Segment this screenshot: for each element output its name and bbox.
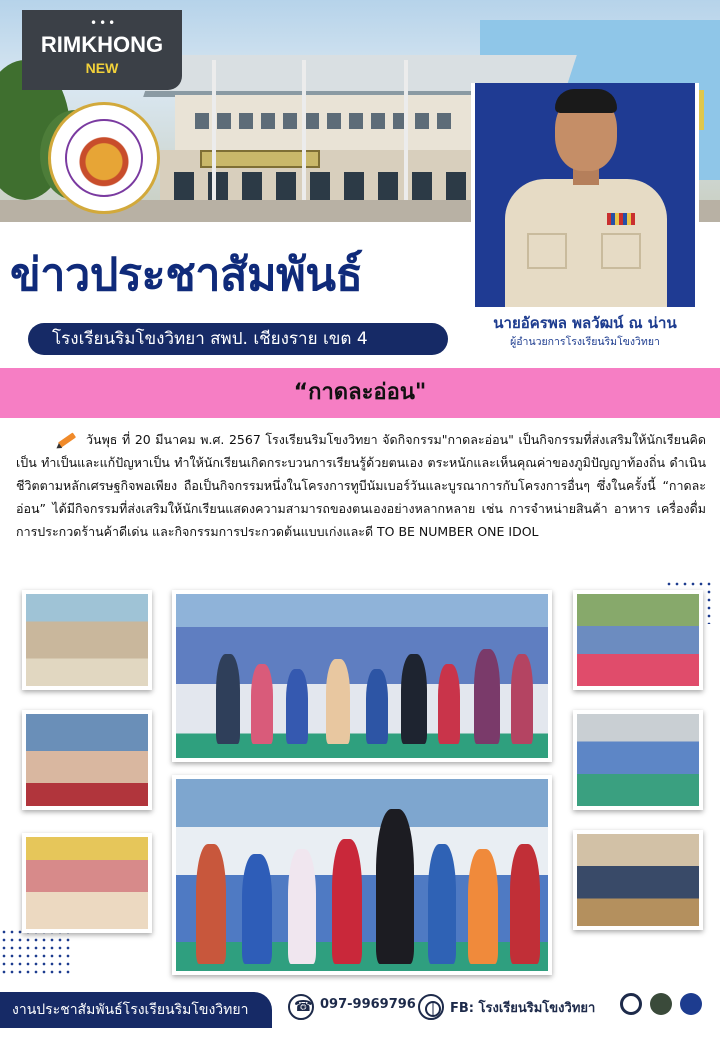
news-body	[16, 428, 706, 543]
phone-icon	[288, 994, 314, 1020]
footer	[0, 990, 720, 1040]
gallery-photo	[22, 710, 152, 810]
body-paragraph: วันพุธ ที่ 20 มีนาคม พ.ศ. 2567 โรงเรียนริมโขงวิทยา จัดกิจกรรม"กาดละอ่อน" เป็นกิจกรรมที่ส่งเสริมให้นักเรียนคิดเป็น ทำเป็นและแก้ปัญหาเป็น ทำให้นักเรียนเกิดกระบวนการเรียนรู้ด้วยตนเอง ตระหนักและเห็นคุณค่าของภูมิปัญญาท้องถิ่น ดำเนินชีวิตตามหลักเศรษฐกิจพอเพียง ถือเป็นกิจกรรมหนึ่งในโครงการทูบีนัมเบอร์วันและบูรณาการกับโครงการอื่นๆ ซึ่งในครั้งนี้ “กาดละอ่อน” ได้มีกิจกรรมที่ส่งเสริมให้นักเรียนแสดงความสามารถของตนเองอย่างหลากหลาย เช่น การจำหน่ายสินค้า อาหาร เครื่องดื่ม การประกวดร้านค้าดีเด่น และกิจกรรมการประกวดต้นแบบเก่งและดี TO BE NUMBER ONE IDOL	[16, 432, 706, 539]
seal-emblem	[65, 119, 143, 197]
footer-facebook[interactable]: FB: โรงเรียนริมโขงวิทยา	[450, 1001, 596, 1016]
globe-icon	[418, 994, 444, 1020]
gallery-photo-group	[172, 590, 552, 762]
director-role: ผู้อำนวยการโรงเรียนริมโขงวิทยา	[510, 336, 660, 348]
news-title: “กาดละอ่อน"	[293, 380, 427, 405]
photo-gallery	[0, 580, 720, 990]
school-name-bar: โรงเรียนริมโขงวิทยา สพป. เชียงราย เขต 4	[28, 323, 448, 355]
portrait-photo	[475, 83, 695, 307]
hero-banner	[0, 0, 720, 360]
dot-pattern	[0, 928, 70, 978]
headline: ข่าวประชาสัมพันธ์	[10, 248, 363, 301]
footer-org-label: งานประชาสัมพันธ์โรงเรียนริมโขงวิทยา	[0, 992, 272, 1028]
brand-name: RIMKHONG	[40, 32, 164, 57]
pencil-icon	[56, 432, 78, 446]
decor-circle-green	[650, 993, 672, 1015]
director-portrait	[471, 83, 699, 355]
gallery-photo	[573, 830, 703, 930]
decor-circle-white	[620, 993, 642, 1015]
gallery-photo	[573, 590, 703, 690]
gallery-photo	[573, 710, 703, 810]
school-seal	[48, 102, 160, 214]
decor-circle-blue	[680, 993, 702, 1015]
title-band	[0, 368, 720, 418]
gallery-photo-award	[172, 775, 552, 975]
footer-phone[interactable]: 097-9969796	[320, 997, 416, 1012]
gallery-photo	[22, 833, 152, 933]
gallery-photo	[22, 590, 152, 690]
brand-dots: •••	[90, 16, 118, 30]
director-name: นายอัครพล พลวัฒน์ ณ น่าน	[493, 314, 677, 332]
brand-sub: NEW	[85, 60, 119, 76]
brand-logo	[22, 10, 182, 90]
